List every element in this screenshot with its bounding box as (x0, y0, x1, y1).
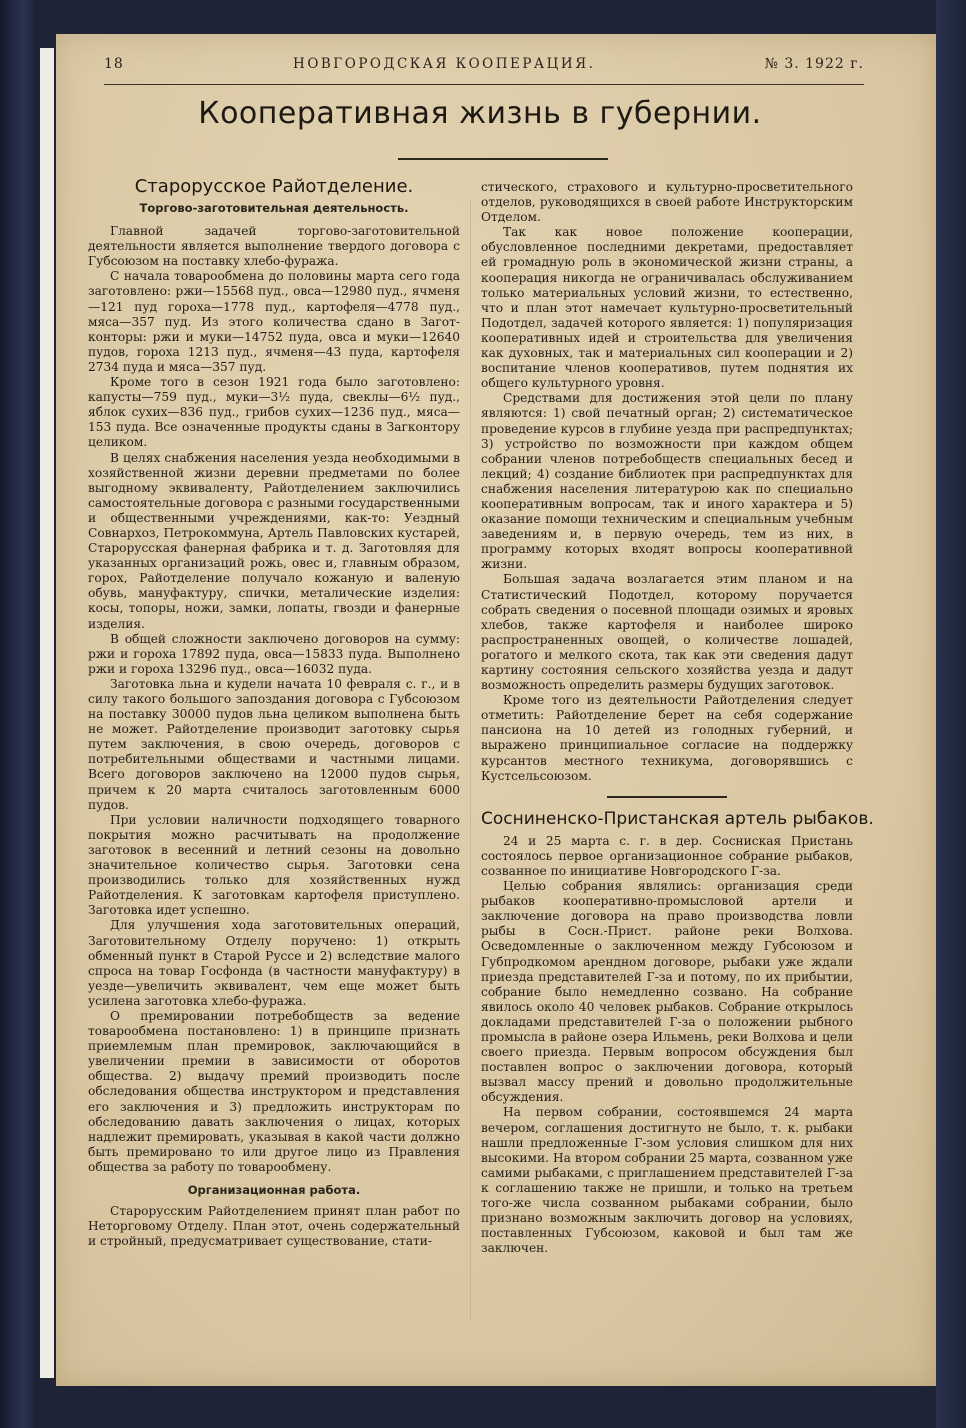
section-divider (607, 796, 727, 798)
subsection-title-trade: Торгово-заготовительная деятельность. (139, 201, 409, 215)
page-title: Кооперативная жизнь в губернии. (198, 96, 762, 131)
issue-number: № 3. 1922 г. (764, 56, 864, 72)
journal-name: НОВГОРОДСКАЯ КООПЕРАЦИЯ. (293, 56, 596, 72)
paragraph: Целью собрания являлись: организация среди рыбаков кооперативно-промысловой артели и заключение договора на право производства ловли рыбы в Сосн.-Прист. районе реки Волхова. Осведомленные о заключенном между Губсоюзом и Губпродкомом арендном договоре, рыбаки уже ждали приезда представителей Г-за и потому, по их прибытии, собрание было немедленно созвано. На собрание явилось около 40 человек рыбаков. Собрание открылось докладами представителей Г-за о положении рыбного промысла в районе озера Ильмень, реки Волхова и цели своего приезда. Первым вопросом обсуждения был поставлен вопрос о заключении договора, который вызвал массу прений и довольно продолжительные обсуждения. (481, 879, 853, 1105)
paragraph: О премировании потребобществ за ведение товарообмена постановлено: 1) в принципе признать приемлемым план премировок, заключающийся в увеличении премии в зависимости от оборотов общества. 2) выдачу премий производить после обследования общества инструктором и представления его заключения и 3) предложить инструкторам по обследованию давать заключения о лицах, которых надлежит премировать, указывая в какой части должно быть премировано то или другое лицо из Правления общества за работу по товарообмену. (88, 1008, 460, 1174)
section-title-fishermen-artel: Сосниненско-Пристанская артель рыбаков. (481, 808, 874, 829)
paragraph: При условии наличности подходящего товарного покрытия можно расчитывать на продолжение заготовок в весенний и летний сезоны на довольно значительное количество сырья. Заготовки сена производились только для хозяйственных нужд Райотделения. К заготовкам картофеля приступлено. Заготовка идет успешно. (88, 812, 460, 918)
section-title-staraya-russa: Старорусское Райотделение. (134, 176, 414, 197)
paragraph: На первом собрании, состоявшемся 24 марта вечером, соглашения достигнуто не было, т. к. рыбаки нашли предложенные Г-зом условия слишком для них высокими. На втором собрании 25 марта, созванном уже самими рыбаками, с приглашением представителей Г-за к соглашению также не пришли, и только на третьем того-же числа созванном рыбаками собрании, было признано возможным заключить договор на условиях, поставленных Губсоюзом, каковой и был там же заключен. (481, 1105, 853, 1256)
paragraph: Кроме того из деятельности Райотделения следует отметить: Райотделение берет на себя содержание пансиона на 10 детей из голодных губерний, и выражено принципиальное согласие на поддержку курсантов местного техникума, договорявшись с Кустсельсоюзом. (481, 693, 853, 783)
paragraph: С начала товарообмена до половины марта сего года заготовлено: ржи—15568 пуд., овса—12980 пуд., ячменя—121 пуд гороха—1778 пуд., картофеля—4778 пуд., мяса—357 пуд. Из этого количества сдано в Загот-конторы: ржи и муки—14752 пуда, овса и муки—12640 пудов, гороха 1213 пуд., ячменя—43 пуда, картофеля 2734 пуда и мяса—357 пуд. (88, 269, 460, 374)
paragraph: В целях снабжения населения уезда необходимыми в хозяйственной жизни деревни предметами по более выгодному эквиваленту, Райотделением заключились самостоятельные договора с разными государственными и общественными учреждениями, как-то: Уездный Совнархоз, Петрокоммуна, Артель Павловских кустарей, Старорусская фанерная фабрика и т. д. Заготовляя для указанных организаций рожь, овес и, главным образом, горох, Райотделение получало кожаную и валеную обувь, мануфактуру, спички, металические изделия: косы, топоры, ножи, замки, лопаты, гвозди и фанерные изделия. (88, 450, 460, 631)
subsection-title-organization: Организационная работа. (187, 1183, 361, 1197)
paragraph: Большая задача возлагается этим планом и на Статистический Подотдел, которому поручается собрать сведения о посевной площади озимых и яровых хлебов, также картофеля и наиболее широко распространенных овощей, о количестве лошадей, рогатого и мелкого скота, так как эти сведения дадут картину состояния сельского хозяйства уезда и дадут возможность определить размеры будущих заготовок. (481, 572, 853, 693)
column-divider (470, 200, 471, 1320)
paragraph: Для улучшения хода заготовительных операций, Заготовительному Отделу поручено: 1) открыть обменный пункт в Старой Руссе и 2) вследствие малого спроса на товар Госфонда (в частности мануфактуру) в уезде—увеличить эквивалент, чем еще может быть усилена заготовка хлебо-фуража. (88, 918, 460, 1008)
left-column (88, 176, 460, 1249)
book-binding-right (936, 0, 966, 1428)
right-column (481, 180, 874, 1256)
paragraph: Старорусским Райотделением принят план работ по Неторговому Отделу. План этот, очень содержательный и стройный, предусматривает существование, стати- (88, 1204, 460, 1249)
paragraph: Кроме того в сезон 1921 года было заготовлено: капусты—759 пуд., муки—3½ пуда, свеклы—6½ пуд., яблок сухих—836 пуд., грибов сухих—1236 пуд., мяса—153 пуда. Все означенные продукты сданы в Загконтору целиком. (88, 375, 460, 450)
paragraph: В общей сложности заключено договоров на сумму: ржи и гороха 17892 пуда, овса—15833 пуда. Выполнено ржи и гороха 13296 пуд., овса—16032 пуда. (88, 631, 460, 676)
paragraph: 24 и 25 марта с. г. в дер. Сосниская Пристань состоялось первое организационное собрание рыбаков, созванное по инициативе Новгородского Г-за. (481, 833, 853, 878)
paragraph: стического, страхового и культурно-просветительного отделов, руководящихся в своей работе Инструкторским Отделом. (481, 180, 853, 225)
paragraph: Заготовка льна и кудели начата 10 февраля с. г., и в силу такого большого запоздания договора с Губсоюзом на поставку 30000 пудов льна целиком выполнена быть не может. Райотделение производит заготовку сырья путем заключения, в свою очередь, договоров с потребительными обществами и частными лицами. Всего договоров заключено на 12000 пудов сырья, причем к 20 марта считалось заготовленным 6000 пудов. (88, 676, 460, 812)
paragraph: Средствами для достижения этой цели по плану являются: 1) свой печатный орган; 2) систематическое проведение курсов в глубине уезда при распредпунктах; 3) устройство по возможности при каждом общем собрании членов потребобществ специальных бесед и лекций; 4) создание библиотек при распредпунктах для снабжения населения литературою как по специально кооперативным вопросам, так и иного характера и 5) оказание помощи техническим и специальным учебным заведениям и, в первую очередь, тем из них, в программу которых входят вопросы кооперативной жизни. (481, 391, 853, 572)
paragraph: Главной задачей торгово-заготовительной деятельности является выполнение твердого договора с Губсоюзом на поставку хлебо-фуража. (88, 224, 460, 269)
page-edge-strip (40, 48, 54, 1378)
page-number: 18 (104, 56, 124, 72)
title-underline (398, 158, 608, 160)
paragraph: Так как новое положение кооперации, обусловленное последними декретами, предоставляет ей громадную роль в экономической жизни страны, а кооперация никогда не ограничивалась обслуживанием только материальных условий жизни, то естественно, что и план этот намечает культурно-просветительный Подотдел, задачей которого является: 1) популяризация кооперативных идей и строительства для увеличения как духовных, так и материальных сил кооперации и 2) воспитание членов кооперативов, путем поднятия их общего культурного уровня. (481, 225, 853, 391)
page-header (104, 56, 864, 85)
book-binding-left (0, 0, 38, 1428)
